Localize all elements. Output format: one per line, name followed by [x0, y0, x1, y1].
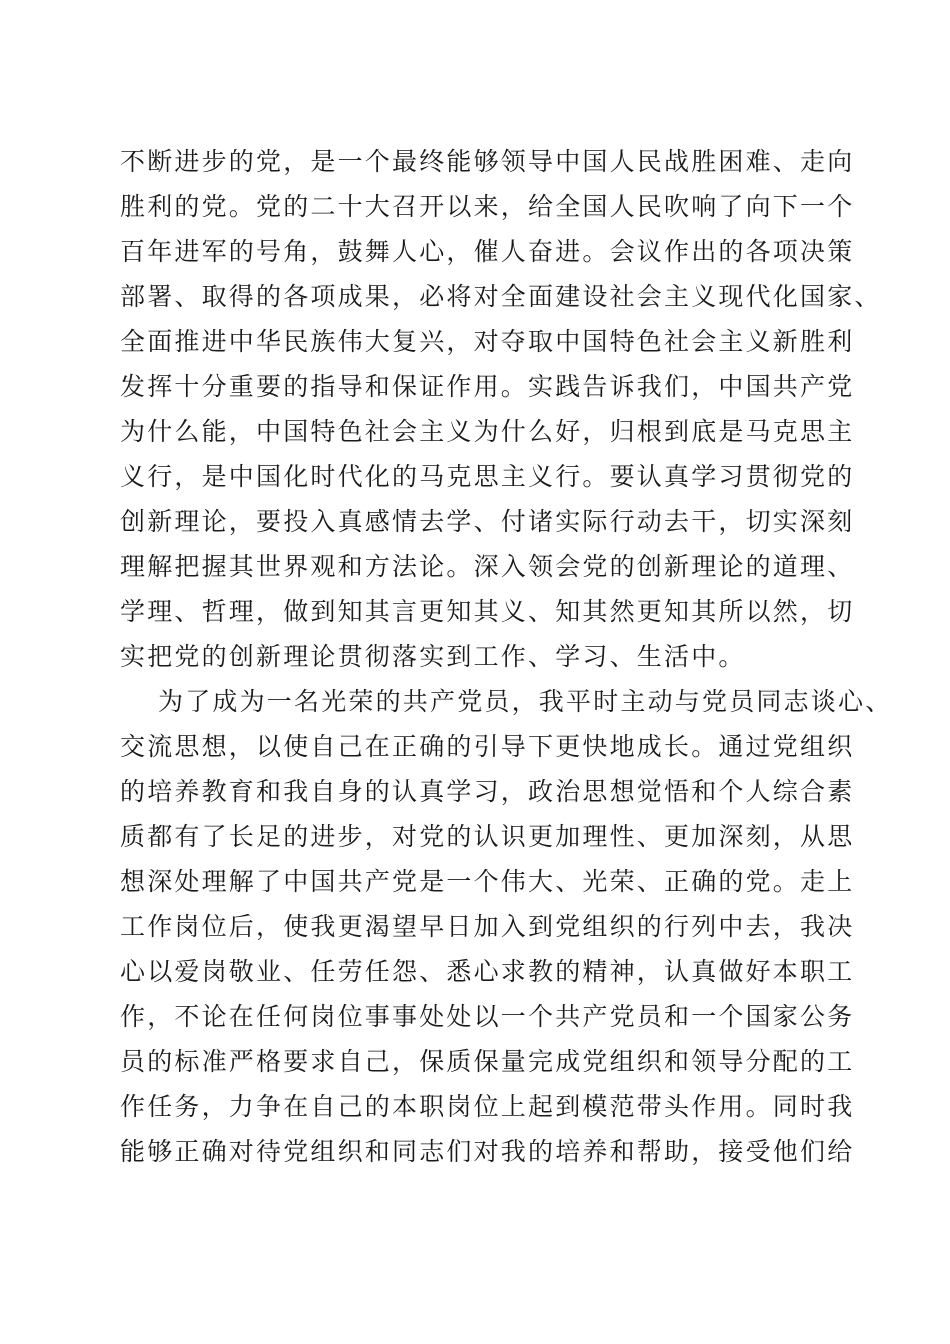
text-line: 作任务，力争在自己的本职岗位上起到模范带头作用。同时我	[120, 1092, 855, 1121]
text-line: 创新理论，要投入真感情去学、付诸实际行动去干，切实深刻	[120, 507, 855, 536]
text-line: 胜利的党。党的二十大召开以来，给全国人民吹响了向下一个	[120, 192, 855, 221]
text-line: 员的标准严格要求自己，保质保量完成党组织和领导分配的工	[120, 1047, 855, 1076]
text-line: 质都有了长足的进步，对党的认识更加理性、更加深刻，从思	[120, 822, 855, 851]
text-line: 实把党的创新理论贯彻落实到工作、学习、生活中。	[120, 642, 746, 671]
text-line: 交流思想，以使自己在正确的引导下更快地成长。通过党组织	[120, 732, 855, 761]
text-line: 理解把握其世界观和方法论。深入领会党的创新理论的道理、	[120, 552, 855, 581]
text-line: 百年进军的号角，鼓舞人心，催人奋进。会议作出的各项决策	[120, 237, 855, 266]
text-line: 作，不论在任何岗位事事处处以一个共产党员和一个国家公务	[120, 1002, 855, 1031]
text-line: 为什么能，中国特色社会主义为什么好，归根到底是马克思主	[120, 417, 855, 446]
text-line: 发挥十分重要的指导和保证作用。实践告诉我们，中国共产党	[120, 372, 855, 401]
text-line: 部署、取得的各项成果，必将对全面建设社会主义现代化国家、	[120, 282, 882, 311]
text-line: 学理、哲理，做到知其言更知其义、知其然更知其所以然，切	[120, 597, 855, 626]
text-line: 全面推进中华民族伟大复兴，对夺取中国特色社会主义新胜利	[120, 327, 855, 356]
text-line: 工作岗位后，使我更渴望早日加入到党组织的行列中去，我决	[120, 912, 855, 941]
text-line: 能够正确对待党组织和同志们对我的培养和帮助，接受他们给	[120, 1137, 855, 1166]
text-line: 想深处理解了中国共产党是一个伟大、光荣、正确的党。走上	[120, 867, 855, 896]
text-line: 不断进步的党，是一个最终能够领导中国人民战胜困难、走向	[120, 147, 855, 176]
text-line: 义行，是中国化时代化的马克思主义行。要认真学习贯彻党的	[120, 462, 855, 491]
text-line: 心以爱岗敬业、任劳任怨、悉心求教的精神，认真做好本职工	[120, 957, 855, 986]
paragraph-first-line: 为了成为一名光荣的共产党员，我平时主动与党员同志谈心、	[158, 687, 893, 716]
text-line: 的培养教育和我自身的认真学习，政治思想觉悟和个人综合素	[120, 777, 855, 806]
